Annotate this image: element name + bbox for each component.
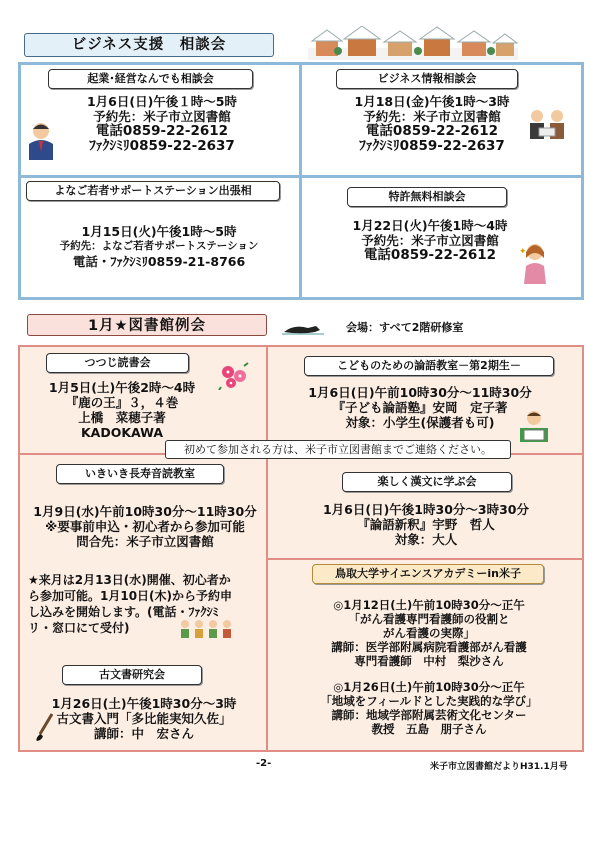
library-divider-vertical [266,459,268,752]
rongo-info [300,385,540,430]
cell-kigyo-info [62,94,262,154]
wakamono-date: 1月15日(火)午後1時～5時 [81,224,237,239]
kigyo-fax: ﾌｧｸｼﾐﾘ0859-22-2637 [89,138,235,154]
tag-business-info: ビジネス情報相談会 [336,69,518,89]
woman-illustration [519,240,551,284]
wakamono-tel-fax: 電話・ﾌｧｸｼﾐﾘ0859-21-8766 [72,254,246,269]
komonjo-lecturer: 講師：中 宏さん [93,726,194,741]
science-session1-title-1: 「がん看護専門看護師の役割と [348,612,510,626]
science-session2-lecturer-2: 教授 五島 朋子さん [371,722,487,736]
kanbun-target: 対象：大人 [394,532,458,547]
library-divider-top [266,347,268,444]
tag-ondoku-class: いきいき長寿音読教室 [56,464,224,484]
tag-kanbun-study: 楽しく漢文に学ぶ会 [342,472,512,492]
kigyo-date: 1月6日(日)午後１時～5時 [86,94,238,109]
bizinfo-fax: ﾌｧｸｼﾐﾘ0859-22-2637 [359,138,505,154]
komonjo-course: 古文書入門「多比能実知久佐」 [56,711,232,726]
ondoku-next-line-1: ★来月は2月13日(水)開催、初心者か [28,573,231,587]
ondoku-next-line-3: し込みを開始します。(電話・ﾌｧｸｼﾐ [28,605,219,619]
business-section-title: ビジネス支援 相談会 [24,33,274,57]
brush-icon [34,712,56,742]
ondoku-next-line-2: ら参加可能。1月10日(木)から予約申 [28,589,233,603]
rongo-book: 『子ども論語塾』安岡 定子著 [332,400,508,415]
wakamono-reserve: 予約先：よなご若者サポートステーション [59,240,259,252]
ondoku-note: ※要事前申込・初心者から参加可能 [45,519,245,534]
bizinfo-reserve: 予約先：米子市立図書館 [363,109,501,124]
child-reading-illustration [516,410,552,444]
patent-phone: 電話0859-22-2612 [363,247,497,263]
tsutsuji-author: 上橋 菜穂子著 [78,410,166,425]
first-time-notice: 初めて参加される方は、米子市立図書館までご連絡ください。 [165,440,511,459]
science-session2-date: ◎1月26日(土)午前10時30分～正午 [333,680,525,694]
kanbun-info [316,502,536,547]
cat-illustration [282,322,324,336]
patent-reserve: 予約先：米子市立図書館 [361,233,499,248]
ondoku-next-line-4: リ・窓口にて受付) [28,621,130,635]
science-session2-title: 「地域をフィールドとした実践的な学び」 [320,694,538,708]
business-divider-vertical [299,64,302,298]
seniors-illustration [176,618,238,640]
tag-kigyo-keiei: 起業･経営なんでも相談会 [48,69,253,89]
page-number: -2- [256,758,272,769]
tsutsuji-publisher: KADOKAWA [80,425,164,440]
patent-date: 1月22日(火)午後1時～4時 [352,218,508,233]
venue-label: 会場：すべて2階研修室 [346,321,464,334]
consultation-people-illustration [525,108,569,144]
ondoku-contact: 問合先：米子市立図書館 [76,534,214,549]
snowy-houses-illustration [308,26,518,60]
science-session2-lecturer-1: 講師：地域学部附属芸術文化センター [331,708,527,722]
science-session1-title-2: がん看護の実際」 [383,626,475,640]
azalea-flower-illustration [218,362,250,390]
cell-patent-info [335,218,525,263]
tag-tsutsuji-book-club: つつじ読書会 [46,353,189,373]
kanbun-book: 『論語新釈』宇野 哲人 [357,517,495,532]
business-divider-horizontal [20,175,582,178]
tag-wakamono-support: よなご若者サポートステーション出張相 [26,181,280,201]
kigyo-phone: 電話0859-22-2612 [95,123,229,139]
ondoku-info [30,504,260,549]
bizinfo-phone: 電話0859-22-2612 [365,123,499,139]
svg-text:✦: ✦ [519,247,527,257]
science-spacer [294,668,564,680]
library-divider-right [268,558,582,560]
tag-kids-rongo-class: こどものための論語教室－第2期生－ [304,356,554,376]
bizinfo-date: 1月18日(金)午後1時～3時 [354,94,510,109]
library-section-title: 1月★図書館例会 [27,314,267,336]
komonjo-date: 1月26日(土)午後1時30分～3時 [51,696,237,711]
rongo-target: 対象：小学生(保護者も可) [345,415,495,430]
rongo-date: 1月6日(日)午前10時30分～11時30分 [308,385,532,400]
science-session1-lecturer-1: 講師：医学部附属病院看護部がん看護 [331,640,527,654]
tsutsuji-book: 『鹿の王』３，４巻 [65,395,179,410]
tag-patent-consult: 特許無料相談会 [347,187,507,207]
komonjo-info [44,696,244,741]
ondoku-date: 1月9日(水)午前10時30分～11時30分 [33,504,257,519]
businessman-illustration [24,120,58,160]
science-session1-lecturer-2: 専門看護師 中村 梨沙さん [354,654,504,668]
science-session1-date: ◎1月12日(土)午前10時30分～正午 [333,598,525,612]
newsletter-credit: 米子市立図書館だよりH31.1月号 [430,762,568,772]
cell-business-info [332,94,532,154]
tag-komonjo-study: 古文書研究会 [62,665,202,685]
kanbun-date: 1月6日(日)午後1時30分～3時30分 [322,502,529,517]
kigyo-reserve: 予約先：米子市立図書館 [93,109,231,124]
cell-wakamono-info [24,224,294,269]
tsutsuji-date: 1月5日(土)午後2時～4時 [48,380,196,395]
tag-tottori-science-academy: 鳥取大学サイエンスアカデミーin米子 [312,564,544,584]
science-academy-info [294,598,564,736]
tsutsuji-info [32,380,212,440]
